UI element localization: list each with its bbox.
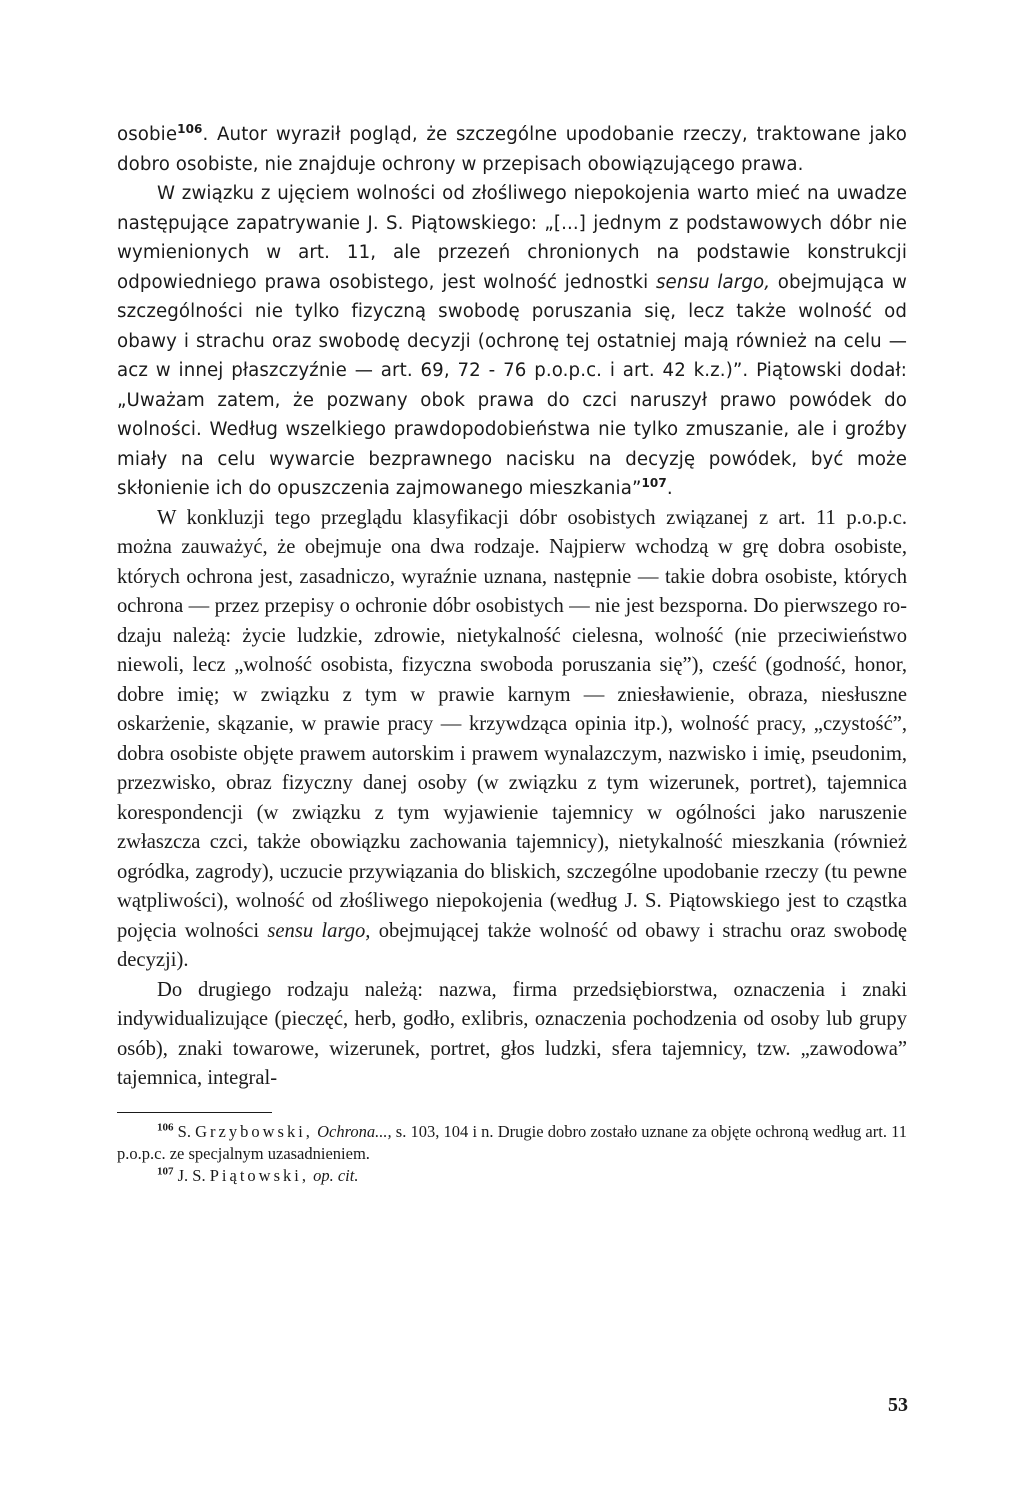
paragraph-3-text: W konkluzji tego przeglądu klasyfikacji dóbr osobistych związanej z art. 11 p.o.p.c. można zauważyć, że obejmuje ona dwa rodzaje. Najpierw wchodzą w grę dobra osobiste, których ochrona jest, zasadniczo, wyraźnie uznana, następnie — takie dobra osobiste, których ochrona — przez przepisy o ochronie dóbr osobistych — nie jest bezsporna. Do pierwszego rodzaju należą: życie ludzkie, zdrowie, nietykalność cielesna, wolność (nie przeciwieństwo niewoli, lecz „wolność osobista, fizyczna swoboda poruszania się”), cześć (godność, honor, dobre imię; w związku z tym w prawie karnym — zniesławienie, obraza, niesłuszne oskarżenie, skązanie, w prawie pracy — krzywdząca opinia itp.), wolność pracy, „czystość”, dobra osobiste objęte prawem autorskim i prawem wynalazczym, nazwisko i imię, pseudonim, przezwisko, obraz fizyczny danej osoby (w związku z tym wizerunek, portret), tajemnica korespondencji (w związku z tym wyjawienie tajemnicy w ogólności jako naruszenie zwłaszcza czci, także obowiązku zachowania tajemnicy), nietykalność mieszkania (również ogródka, zagrody), uczucie przywiązania do bliskich, szczególne upodobanie rzeczy (tu pewne wątpliwości), wolność od złośliwego niepokojenia (według J. S. Piątowskiego jest to cząstka pojęcia wolności bbox=[117, 506, 907, 942]
footnote-107 bbox=[117, 1165, 907, 1187]
paragraph-4-text: Do drugiego rodzaju należą: nazwa, firma przedsiębiorstwa, oznaczenia i znaki indywidualizujące (pieczęć, herb, godło, exlibris, oznaczenia pochodzenia od osoby lub grupy osób), znaki towarowe, wizerunek, portret, głos ludzki, sfera tajemnicy, tzw. „zawodowa” tajemnica, integral- bbox=[117, 978, 907, 1089]
footnote-106-title: Ochrona..., bbox=[317, 1122, 392, 1141]
paragraph-1-text-cont: . Autor wyraził pogląd, że szczególne upodobanie rzeczy, traktowane jako dobro osobiste, nie znajduje ochrony w przepisach obowiązującego prawa. bbox=[117, 124, 907, 175]
footnote-107-title: op. cit. bbox=[313, 1166, 359, 1185]
footnote-106-author: Grzybowski, bbox=[195, 1122, 313, 1141]
footnote-107-author: Piątowski, bbox=[209, 1166, 309, 1185]
paragraph-2-text: W związku z ujęciem wolności od złośliwego niepokojenia warto mieć na uwadze następujące zapatrywanie J. S. Piątowskiego: „[...] jednym z podstawowych dóbr nie wymienionych w art. 11, ale przezeń chronionych na podstawie konstrukcji odpowiedniego prawa osobistego, jest wolność jednostki bbox=[117, 183, 907, 293]
footnote-106-number: 106 bbox=[157, 1121, 174, 1134]
paragraph-1 bbox=[117, 120, 907, 179]
paragraph-2-italic: sensu largo, bbox=[655, 271, 771, 293]
paragraph-4 bbox=[117, 976, 907, 1094]
footnote-106 bbox=[117, 1121, 907, 1165]
paragraph-3-italic: sensu largo, bbox=[267, 919, 371, 942]
page-body bbox=[117, 120, 907, 1187]
paragraph-2 bbox=[117, 179, 907, 504]
paragraph-1-text: osobie bbox=[117, 124, 178, 145]
paragraph-2-text-cont: obejmująca w szczególności nie tylko fizyczną swobodę poruszania się, lecz także wolność od obawy i strachu oraz swobodę decyzji (ochronę tej ostatniej mają również na celu — acz w innej płaszczyźnie — art. 69, 72 - 76 p.o.p.c. i art. 42 k.z.)”. Piątowski dodał: „Uważam zatem, że pozwany obok prawa do czci naruszył prawo powódek do wolności. Według wszelkiego prawdopodobieństwa nie tylko zmuszanie, ale i groźby miały na celu wywarcie bezprawnego nacisku na decyzję powódek, być może skłonienie ich do opuszczenia zajmowanego mieszkania” bbox=[117, 271, 907, 499]
paragraph-3 bbox=[117, 504, 907, 976]
footnote-106-prefix: S. bbox=[173, 1122, 196, 1141]
paragraph-3-text-cont: obejmującej także wolność od obawy i strachu oraz swobodę decyzji). bbox=[117, 919, 908, 971]
footnote-107-prefix: J. S. bbox=[173, 1166, 210, 1185]
footnote-107-number: 107 bbox=[157, 1165, 174, 1178]
footnote-ref-107[interactable]: 107 bbox=[641, 475, 667, 490]
footnote-106-text: s. 103, 104 i n. Drugie dobro zostało uznane za objęte ochroną według art. 11 p.o.p.c. ze specjalnym uzasadnieniem. bbox=[117, 1122, 908, 1163]
footnote-ref-106[interactable]: 106 bbox=[177, 121, 203, 136]
footnote-divider bbox=[117, 1112, 272, 1114]
paragraph-2-text-end: . bbox=[666, 478, 673, 499]
page-number: 53 bbox=[888, 1394, 908, 1416]
